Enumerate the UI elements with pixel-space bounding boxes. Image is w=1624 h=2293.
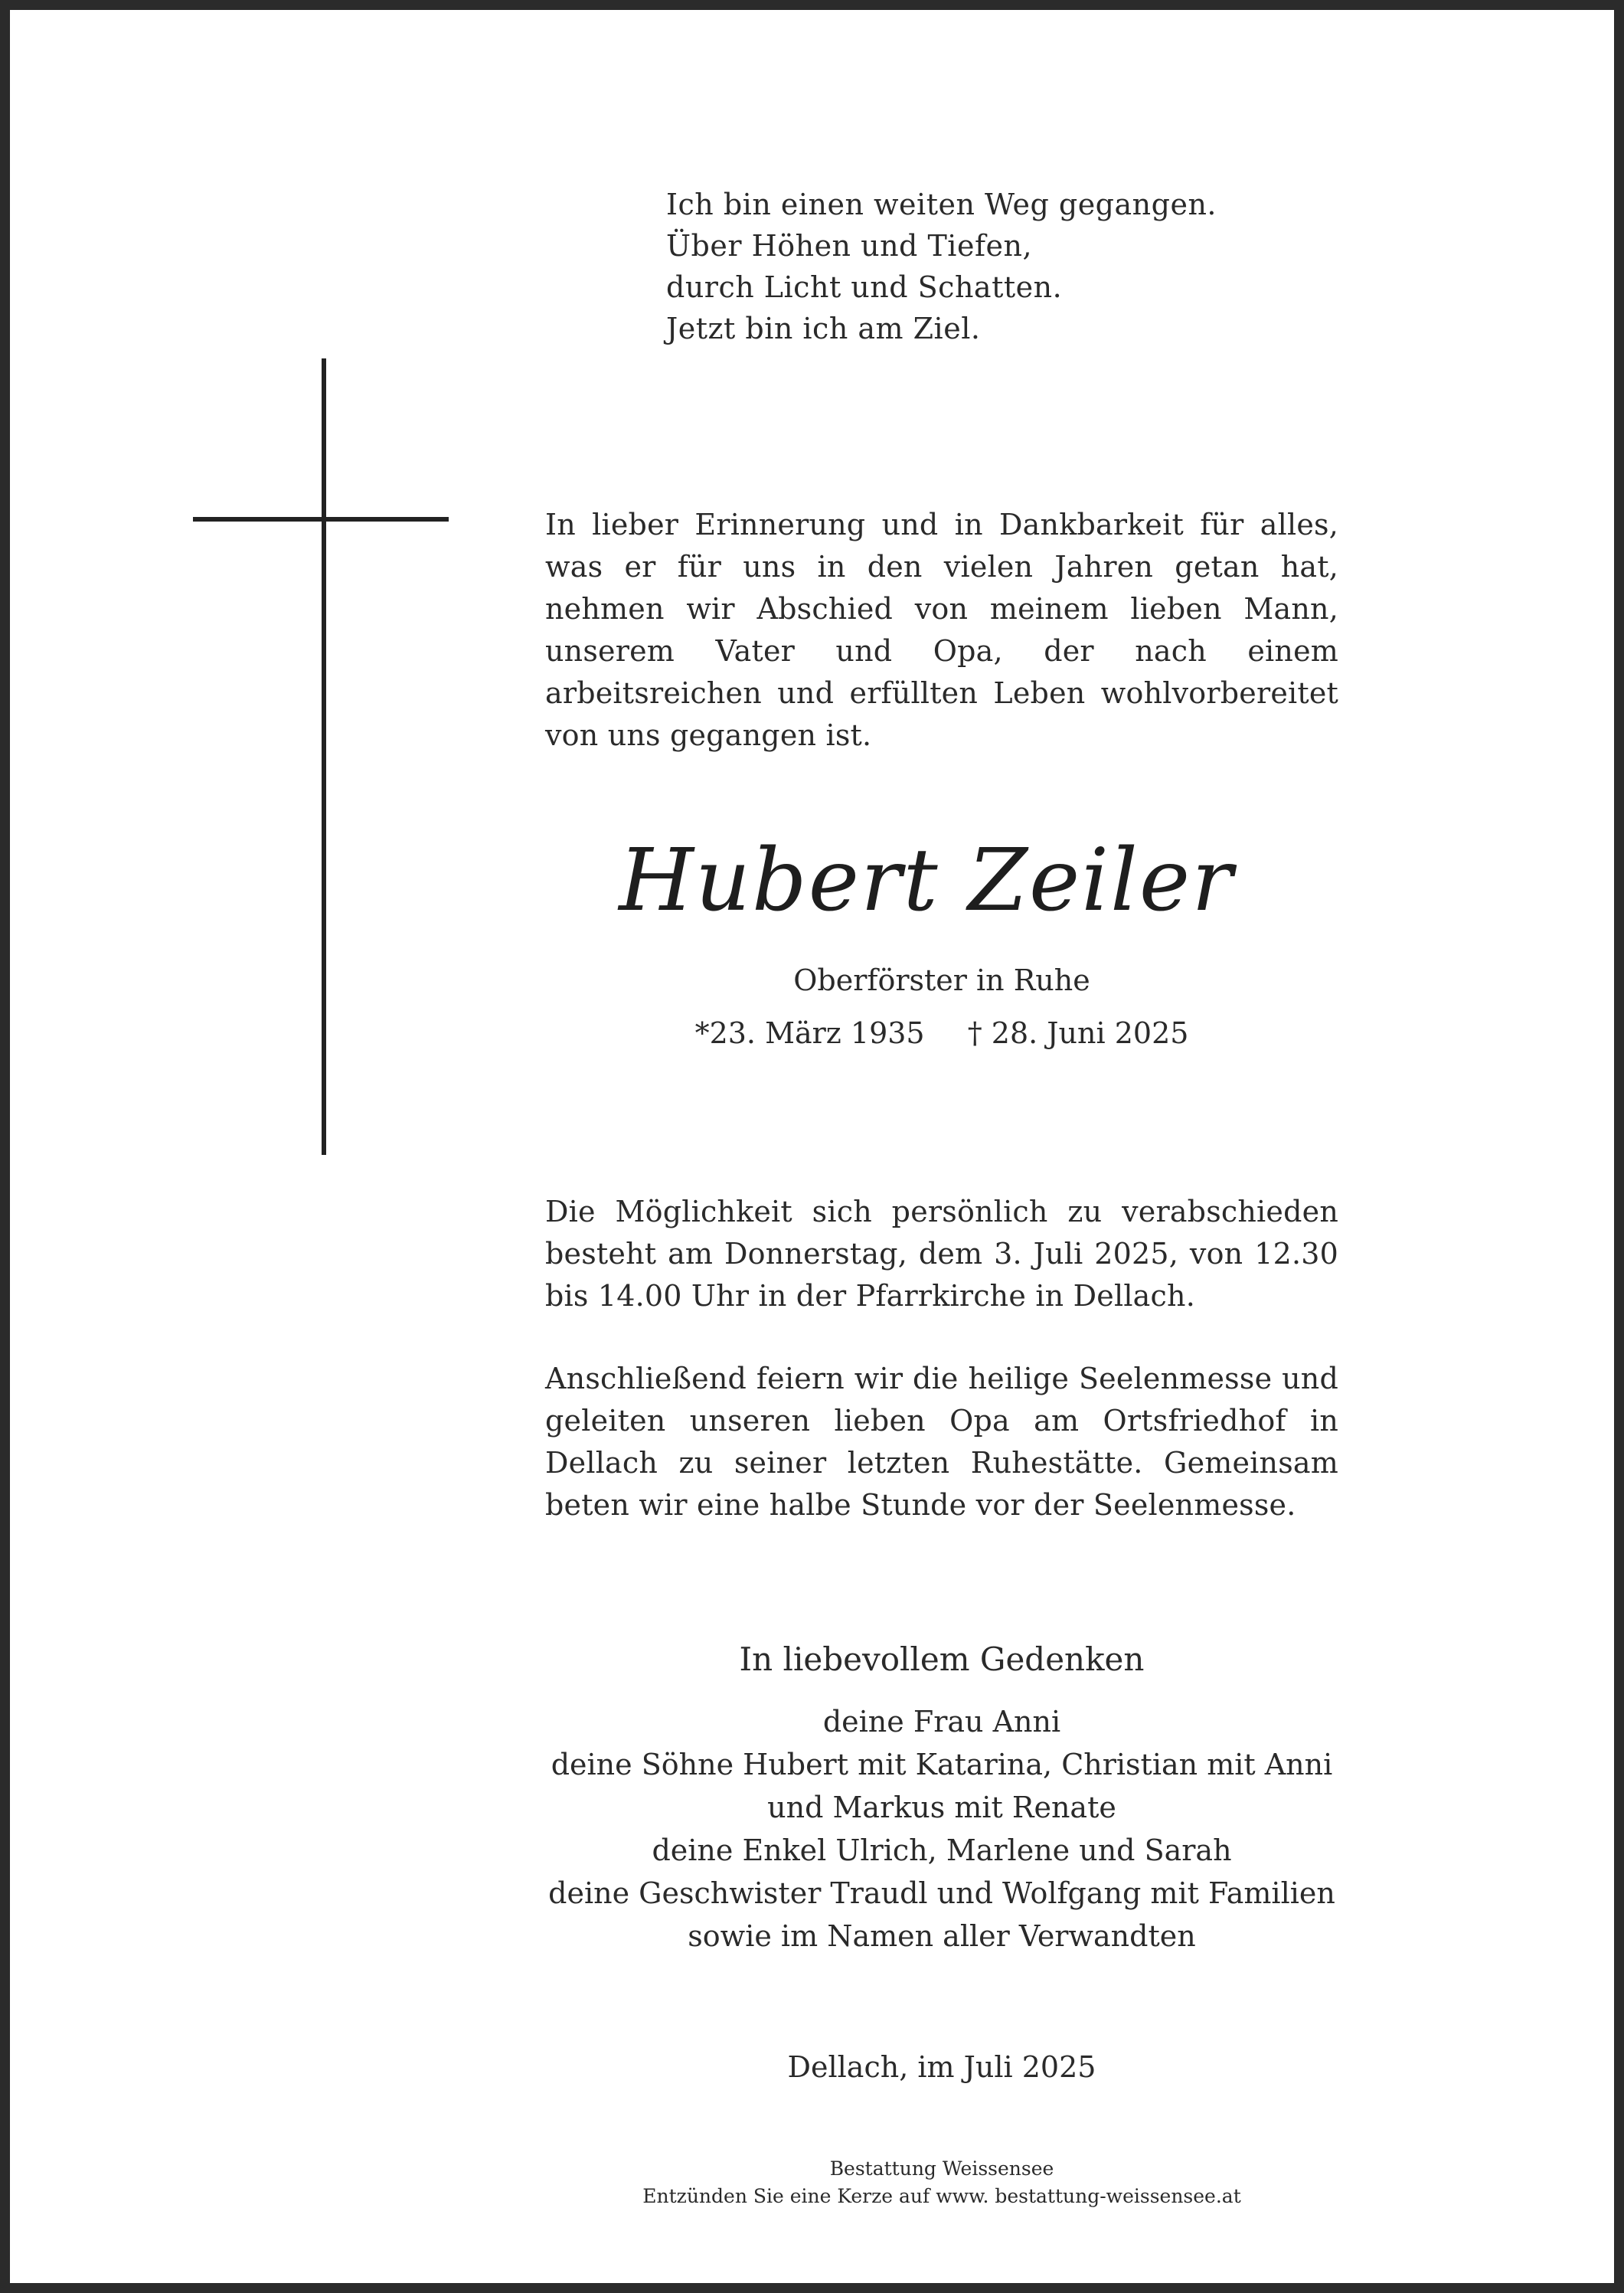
mourner-line: deine Frau Anni <box>822 1705 1061 1739</box>
poem-line: durch Licht und Schatten. <box>666 270 1063 304</box>
mass-paragraph: Anschließend feiern wir die heilige Seelenmesse und geleiten unseren lieben Opa am Ortsfriedhof in Dellach zu seiner letzten Ruhestätte. Gemeinsam beten wir eine halbe Stunde vor der Seelenmesse. <box>545 1362 1338 1522</box>
mourner-line: deine Söhne Hubert mit Katarina, Christian mit Anni <box>551 1748 1333 1781</box>
candle-website-line: Entzünden Sie eine Kerze auf www. bestattung-weissensee.at <box>642 2185 1241 2207</box>
poem <box>666 184 1217 349</box>
poem-line: Jetzt bin ich am Ziel. <box>666 312 981 345</box>
farewell-paragraph: Die Möglichkeit sich persönlich zu verabschieden besteht am Donnerstag, dem 3. Juli 2025, von 12.30 bis 14.00 Uhr in der Pfarrkirche in Dellach. <box>545 1195 1338 1313</box>
mourner-line: sowie im Namen aller Verwandten <box>688 1919 1196 1953</box>
death-date: † 28. Juni 2025 <box>967 1016 1189 1050</box>
intro-paragraph: In lieber Erinnerung und in Dankbarkeit für alles, was er für uns in den vielen Jahren getan hat, nehmen wir Abschied von meinem lieben Mann, unserem Vater und Opa, der nach einem arbeitsreichen und erfüllten Leben wohlvorbereitet von uns gegangen ist. <box>545 508 1338 752</box>
gedenken-heading: In liebevollem Gedenken <box>739 1640 1145 1678</box>
deceased-title: Oberförster in Ruhe <box>793 963 1090 997</box>
funeral-home-name: Bestattung Weissensee <box>829 2157 1054 2180</box>
cross-horizontal-bar <box>193 517 449 522</box>
footer <box>406 2155 1478 2210</box>
mourner-line: und Markus mit Renate <box>767 1791 1116 1824</box>
deceased-name: Hubert Zeiler <box>619 831 1234 931</box>
mourner-line: deine Enkel Ulrich, Marlene und Sarah <box>652 1833 1232 1867</box>
place-date: Dellach, im Juli 2025 <box>787 2050 1096 2084</box>
poem-line: Ich bin einen weiten Weg gegangen. <box>666 188 1217 221</box>
poem-line: Über Höhen und Tiefen, <box>666 229 1033 263</box>
life-dates <box>406 1012 1478 1054</box>
mourner-line: deine Geschwister Traudl und Wolfgang mit Familien <box>548 1876 1335 1910</box>
cross-vertical-bar <box>322 358 326 1155</box>
mourners-list <box>406 1700 1478 1958</box>
birth-date: *23. März 1935 <box>694 1016 925 1050</box>
